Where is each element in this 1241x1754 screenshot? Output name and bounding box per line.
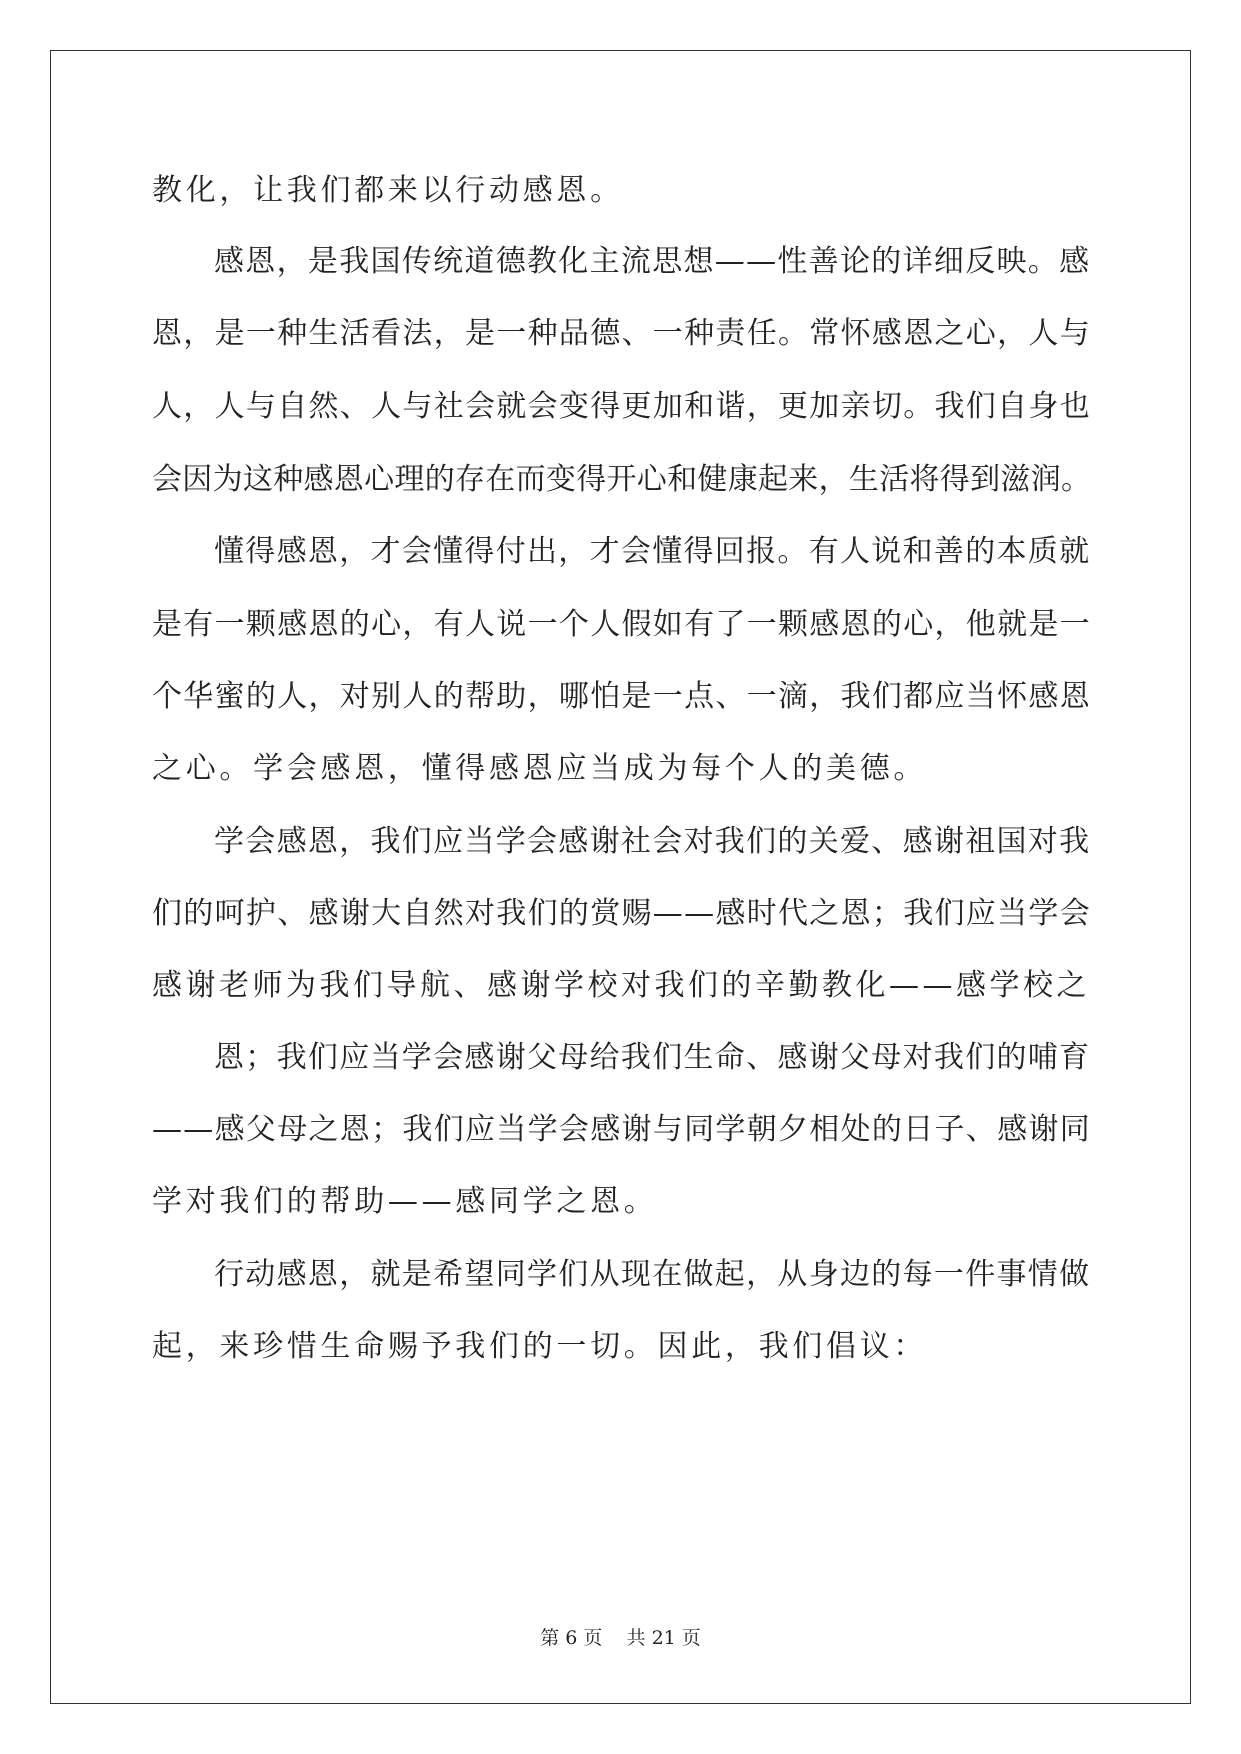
text-line: 懂得感恩，才会懂得付出，才会懂得回报。有人说和善的本质就	[214, 534, 1091, 569]
text-line: 感恩，是我国传统道德教化主流思想——性善论的详细反映。感	[214, 244, 1091, 279]
page-number-footer: 第 6 页 共 21 页	[540, 1627, 701, 1649]
text-line: 是有一颗感恩的心，有人说一个人假如有了一颗感恩的心，他就是一	[152, 607, 1091, 642]
page-border	[50, 50, 1191, 1704]
text-line: 行动感恩，就是希望同学们从现在做起，从身边的每一件事情做	[214, 1257, 1091, 1292]
text-line: 之心。学会感恩，懂得感恩应当成为每个人的美德。	[152, 751, 928, 786]
text-line: 恩，是一种生活看法，是一种品德、一种责任。常怀感恩之心，人与	[152, 316, 1091, 351]
text-line: 教化，让我们都来以行动感恩。	[152, 173, 624, 208]
text-line: ——感父母之恩；我们应当学会感谢与同学朝夕相处的日子、感谢同	[152, 1112, 1091, 1147]
text-line: 起，来珍惜生命赐予我们的一切。因此，我们倡议：	[152, 1329, 928, 1364]
text-line: 个华蜜的人，对别人的帮助，哪怕是一点、一滴，我们都应当怀感恩	[152, 679, 1091, 714]
text-line: 学会感恩，我们应当学会感谢社会对我们的关爱、感谢祖国对我	[214, 824, 1091, 859]
text-line: 感谢老师为我们导航、感谢学校对我们的辛勤教化——感学校之	[152, 968, 1090, 1003]
text-line: 学对我们的帮助——感同学之恩。	[152, 1184, 658, 1219]
text-line: 们的呵护、感谢大自然对我们的赏赐——感时代之恩；我们应当学会	[152, 896, 1091, 931]
text-line: 会因为这种感恩心理的存在而变得开心和健康起来，生活将得到滋润。	[152, 462, 1092, 497]
text-line: 恩；我们应当学会感谢父母给我们生命、感谢父母对我们的哺育	[214, 1040, 1091, 1075]
text-line: 人，人与自然、人与社会就会变得更加和谐，更加亲切。我们自身也	[152, 389, 1091, 424]
